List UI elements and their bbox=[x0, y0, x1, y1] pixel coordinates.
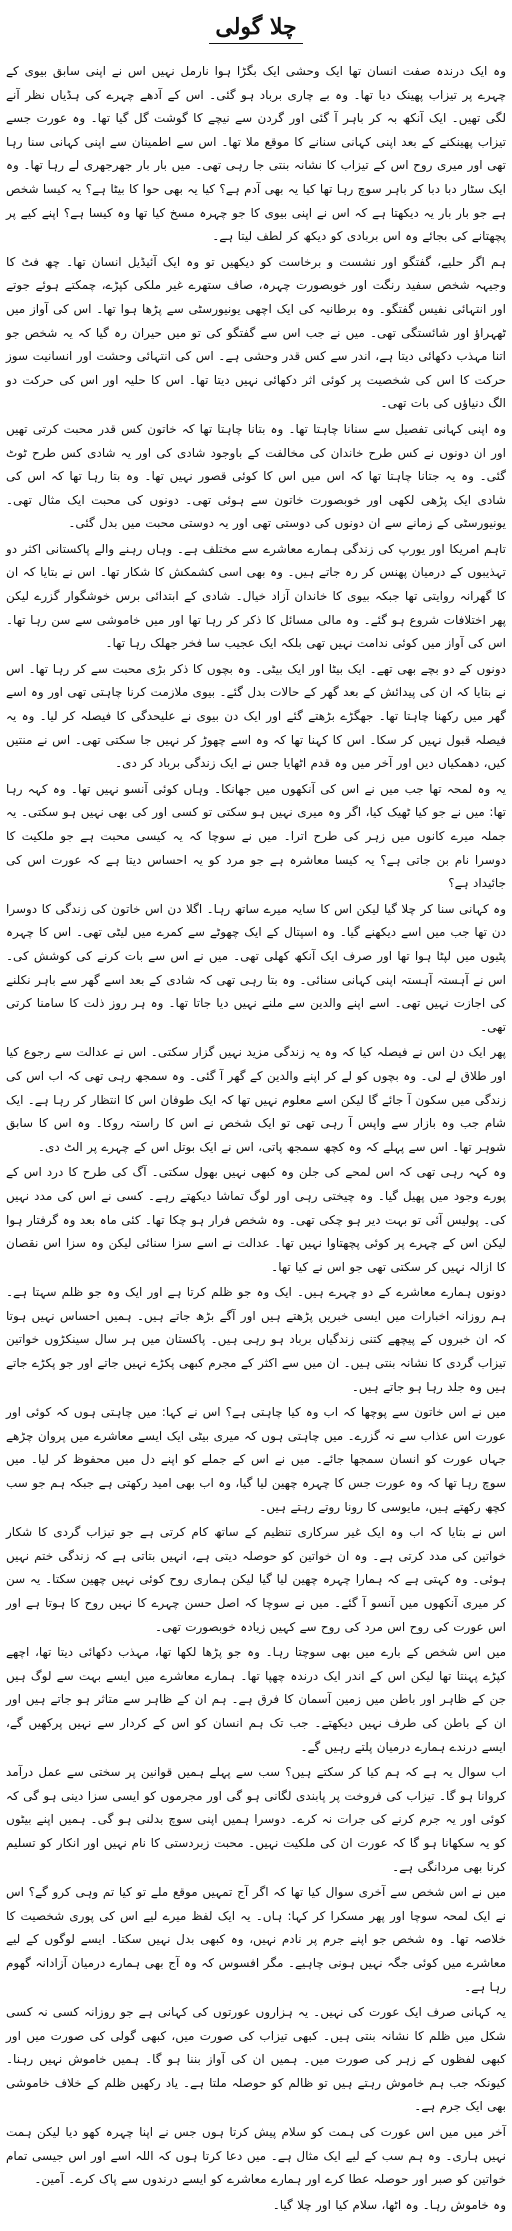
article-paragraph: یہ کہانی صرف ایک عورت کی نہیں۔ یہ ہزاروں عورتوں کی کہانی ہے جو روزانہ کسی نہ کسی شکل میں ظلم کا نشانہ بنتی ہیں۔ کبھی تیزاب کی صورت میں، کبھی گولی کی صورت میں اور کبھی لفظوں کے زہر کی صورت میں۔ ہمیں ان کی آواز بننا ہو گا۔ ہمیں خاموش نہیں رہنا۔ کیونکہ جب ہم خاموش رہتے ہیں تو ظالم کو حوصلہ ملتا ہے۔ یاد رکھیں ظلم کے خلاف خاموشی بھی ایک جرم ہے۔ bbox=[6, 2005, 506, 2114]
column-title: چلا گولی bbox=[209, 14, 302, 44]
article-paragraph: تاہم امریکا اور یورپ کی زندگی ہمارے معاشرے سے مختلف ہے۔ وہاں رہنے والے پاکستانی اکثر دو تہذیبوں کے درمیان پھنس کر رہ جاتے ہیں۔ وہ بھی اسی کشمکش کا شکار تھا۔ اس نے بتایا کہ ان کا گھرانہ روایتی تھا جبکہ بیوی کا خاندان آزاد خیال۔ شادی کے ابتدائی برس خوشگوار گزرے لیکن پھر اختلافات شروع ہو گئے۔ وہ مالی مسائل کا ذکر کر رہا تھا اور میں خاموشی سے سن رہا تھا۔ اس کی آواز میں کوئی ندامت نہیں تھی بلکہ ایک عجیب سا فخر جھلک رہا تھا۔ bbox=[6, 541, 506, 651]
article-paragraph: وہ کہانی سنا کر چلا گیا لیکن اس کا سایہ میرے ساتھ رہا۔ اگلا دن اس خاتون کی زندگی کا دوسرا دن تھا جب میں اسے دیکھنے گیا۔ وہ اسپتال کے ایک چھوٹے سے کمرے میں لیٹی تھی۔ اس کا چہرہ پٹیوں میں لپٹا ہوا تھا اور صرف ایک آنکھ کھلی تھی۔ میں نے اس سے بات کرنے کی کوشش کی۔ اس نے آہستہ آہستہ اپنی کہانی سنائی۔ وہ بتا رہی تھی کہ شادی کے بعد اسے گھر سے باہر نکلنے کی اجازت نہیں تھی۔ اسے اپنے والدین سے ملنے نہیں دیا جاتا تھا۔ وہ ہر روز ذلت کا سامنا کرتی تھی۔ bbox=[6, 901, 506, 1034]
article-paragraph: دونوں کے دو بچے بھی تھے۔ ایک بیٹا اور ایک بیٹی۔ وہ بچوں کا ذکر بڑی محبت سے کر رہا تھا۔ اس نے بتایا کہ ان کی پیدائش کے بعد گھر کے حالات بدل گئے۔ بیوی ملازمت کرنا چاہتی تھی اور وہ اسے گھر میں رکھنا چاہتا تھا۔ جھگڑے بڑھتے گئے اور ایک دن بیوی نے علیحدگی کا فیصلہ کر لیا۔ وہ یہ فیصلہ قبول نہیں کر سکا۔ اس کا کہنا تھا کہ وہ اسے چھوڑ کر نہیں جا سکتی تھی۔ اس نے منتیں کیں، دھمکیاں دیں اور آخر میں وہ قدم اٹھایا جس نے ایک زندگی برباد کر دی۔ bbox=[6, 661, 506, 771]
article-paragraph: یہ وہ لمحہ تھا جب میں نے اس کی آنکھوں میں جھانکا۔ وہاں کوئی آنسو نہیں تھا۔ وہ کہہ رہا تھا: میں نے جو کیا ٹھیک کیا، اگر وہ میری نہیں ہو سکتی تو کسی اور کی بھی نہیں ہو سکتی۔ یہ جملہ میرے کانوں میں زہر کی طرح اترا۔ میں نے سوچا کہ یہ کیسی محبت ہے جو ملکیت کا دوسرا نام بن جاتی ہے؟ یہ کیسا معاشرہ ہے جو مرد کو یہ احساس دیتا ہے کہ عورت اس کی جائیداد ہے؟ bbox=[6, 781, 506, 891]
article-paragraph: ہم اگر حلیے، گفتگو اور نشست و برخاست کو دیکھیں تو وہ ایک آئیڈیل انسان تھا۔ چھ فٹ کا وجیہہ شخص سفید رنگت اور خوبصورت چہرہ، صاف ستھرے غیر ملکی کپڑے، چمکتے ہوئے جوتے اور انتہائی نفیس گفتگو۔ وہ برطانیہ کی ایک اچھی یونیورسٹی سے پڑھا ہوا تھا۔ اس کی آواز میں ٹھہراؤ اور شائستگی تھی۔ میں نے جب اس سے گفتگو کی تو میں حیران رہ گیا کہ یہ شخص جو اتنا مہذب دکھائی دیتا ہے، اندر سے کس قدر وحشی ہے۔ اس کی انتہائی وحشت اور انسانیت سوز حرکت کا اس کی شخصیت پر کوئی اثر دکھائی نہیں دیتا تھا۔ اس کا حلیہ اور اس کی حرکت دو الگ دنیاؤں کی بات تھی۔ bbox=[6, 254, 506, 411]
article-body bbox=[6, 60, 506, 2217]
article-paragraph: وہ اپنی کہانی تفصیل سے سنانا چاہتا تھا۔ وہ بتانا چاہتا تھا کہ خاتون کس قدر محبت کرتی تھیں اور ان دونوں نے کس طرح خاندان کی مخالفت کے باوجود شادی کی اور یہ شادی کس طرح ٹوٹ گئی۔ وہ یہ جتانا چاہتا تھا کہ اس میں اس کا کوئی قصور نہیں تھا۔ وہ بتا رہا تھا کہ اس کی شادی ایک پڑھی لکھی اور خوبصورت خاتون سے ہوئی تھی۔ دونوں کی محبت ایک مثال تھی۔ یونیورسٹی کے زمانے سے ان دونوں کی دوستی تھی اور یہ دوستی محبت میں بدل گئی۔ bbox=[6, 421, 506, 531]
article-paragraph: وہ ایک درندہ صفت انسان تھا ایک وحشی ایک بگڑا ہوا نارمل نہیں اس نے اپنی سابق بیوی کے چہرے پر تیزاب پھینک دیا تھا۔ وہ بے چاری برباد ہو گئی۔ اس کے آدھے چہرے کی ہڈیاں نظر آنے لگی تھیں۔ ایک آنکھ بہ کر باہر آ گئی اور گردن سے نیچے کا گوشت گل گیا تھا۔ وہ عورت جسے تیزاب پھینکنے کے بعد اپنی کہانی سنانے کا موقع ملا تھا۔ اس سے اطمینان سے اپنی کہانی سنا رہا تھی اور میری روح اس کے تیزاب کا نشانہ بنتی جا رہی تھی۔ میں بار بار جھرجھری لے رہا تھا۔ وہ ایک سٹار دبا دبا کر باہر سوچ رہا تھا کیا یہ بھی آدم ہے؟ کیا یہ بھی حوا کا بیٹا ہے؟ یہ کیسا شخص ہے جو بار بار یہ دیکھتا ہے کہ اس نے اپنی بیوی کا جو چہرہ مسخ کیا تھا وہ کیسا ہے؟ اپنے کیے پر پچھتانے کی بجائے وہ اس بربادی کو دیکھ کر لطف لیتا ہے۔ bbox=[6, 64, 506, 244]
article-paragraph: وہ کہہ رہی تھی کہ اس لمحے کی جلن وہ کبھی نہیں بھول سکتی۔ آگ کی طرح کا درد اس کے پورے وجود میں پھیل گیا۔ وہ چیختی رہی اور لوگ تماشا دیکھتے رہے۔ کسی نے اس کی مدد نہیں کی۔ پولیس آئی تو بہت دیر ہو چکی تھی۔ وہ شخص فرار ہو چکا تھا۔ کئی ماہ بعد وہ گرفتار ہوا لیکن اس کے چہرے پر کوئی پچھتاوا نہیں تھا۔ عدالت نے اسے سزا سنائی لیکن وہ سزا اس نقصان کا ازالہ نہیں کر سکتی تھی جو اس نے کیا تھا۔ bbox=[6, 1165, 506, 1274]
article-paragraph: میں نے اس شخص سے آخری سوال کیا تھا کہ اگر آج تمہیں موقع ملے تو کیا تم وہی کرو گے؟ اس نے ایک لمحہ سوچا اور پھر مسکرا کر کہا: ہاں۔ یہ ایک لفظ میرے لیے اس کی پوری شخصیت کا خلاصہ تھا۔ وہ شخص جو اپنے جرم پر نادم نہیں، وہ کبھی بدل نہیں سکتا۔ ایسے لوگوں کے لیے معاشرے میں کوئی جگہ نہیں ہونی چاہیے۔ مگر افسوس کہ وہ آج بھی ہمارے درمیان آزادانہ گھوم رہا ہے۔ bbox=[6, 1885, 506, 1994]
article-paragraph: اس نے بتایا کہ اب وہ ایک غیر سرکاری تنظیم کے ساتھ کام کرتی ہے جو تیزاب گردی کا شکار خواتین کی مدد کرتی ہے۔ وہ ان خواتین کو حوصلہ دیتی ہے، انہیں بتاتی ہے کہ زندگی ختم نہیں ہوئی۔ وہ کہتی ہے کہ ہمارا چہرہ چھین لیا گیا لیکن ہماری روح کوئی نہیں چھین سکتا۔ یہ سن کر میری آنکھوں میں آنسو آ گئے۔ میں نے سوچا کہ اصل حسن چہرے کا نہیں روح کا ہوتا ہے اور اس عورت کی روح اس مرد کی روح سے کہیں زیادہ خوبصورت تھی۔ bbox=[6, 1525, 506, 1634]
closing-line: وہ خاموش رہا۔ وہ اٹھا، سلام کیا اور چلا گیا۔ bbox=[272, 2197, 506, 2212]
title-area bbox=[6, 6, 506, 52]
article-paragraph: میں اس شخص کے بارے میں بھی سوچتا رہا۔ وہ جو پڑھا لکھا تھا، مہذب دکھائی دیتا تھا، اچھے کپڑے پہنتا تھا لیکن اس کے اندر ایک درندہ چھپا تھا۔ ہمارے معاشرے میں ایسے بہت سے لوگ ہیں جن کے ظاہر اور باطن میں زمین آسمان کا فرق ہے۔ ہم ان کے ظاہر سے متاثر ہو جاتے ہیں اور ان کے باطن کی طرف نہیں دیکھتے۔ جب تک ہم انسان کو اس کے کردار سے نہیں پرکھیں گے، ایسے درندے ہمارے درمیان پلتے رہیں گے۔ bbox=[6, 1645, 506, 1754]
article-paragraph: میں نے اس خاتون سے پوچھا کہ اب وہ کیا چاہتی ہے؟ اس نے کہا: میں چاہتی ہوں کہ کوئی اور عورت اس عذاب سے نہ گزرے۔ میں چاہتی ہوں کہ میری بیٹی ایک ایسے معاشرے میں پروان چڑھے جہاں عورت کو انسان سمجھا جائے۔ میں نے اس کے جملے کو اپنے دل میں محفوظ کر لیا۔ میں سوچ رہا تھا کہ وہ عورت جس کا چہرہ چھین لیا گیا، وہ اب بھی امید رکھتی ہے جبکہ ہم جو سب کچھ رکھتے ہیں، مایوسی کا رونا روتے رہتے ہیں۔ bbox=[6, 1405, 506, 1514]
article-paragraph: اب سوال یہ ہے کہ ہم کیا کر سکتے ہیں؟ سب سے پہلے ہمیں قوانین پر سختی سے عمل درآمد کروانا ہو گا۔ تیزاب کی فروخت پر پابندی لگانی ہو گی اور مجرموں کو ایسی سزا دینی ہو گی کہ کوئی اور یہ جرم کرنے کی جرات نہ کرے۔ دوسرا ہمیں اپنی سوچ بدلنی ہو گی۔ ہمیں اپنے بیٹوں کو یہ سکھانا ہو گا کہ عورت ان کی ملکیت نہیں۔ محبت زبردستی کا نام نہیں اور انکار کو تسلیم کرنا بھی مردانگی ہے۔ bbox=[6, 1765, 506, 1874]
article-paragraph: آخر میں میں اس عورت کی ہمت کو سلام پیش کرتا ہوں جس نے اپنا چہرہ کھو دیا لیکن ہمت نہیں ہاری۔ وہ ہم سب کے لیے ایک مثال ہے۔ میں دعا کرتا ہوں کہ اللہ اسے اور اس جیسی تمام خواتین کو صبر اور حوصلہ عطا کرے اور ہمارے معاشرے کو ایسے درندوں سے پاک کرے۔ آمین۔ bbox=[6, 2125, 506, 2187]
article-paragraph: پھر ایک دن اس نے فیصلہ کیا کہ وہ یہ زندگی مزید نہیں گزار سکتی۔ اس نے عدالت سے رجوع کیا اور طلاق لے لی۔ وہ بچوں کو لے کر اپنے والدین کے گھر آ گئی۔ وہ سمجھ رہی تھی کہ اب اس کی زندگی میں سکون آ جائے گا لیکن اسے معلوم نہیں تھا کہ ایک طوفان اس کا انتظار کر رہا ہے۔ ایک شام جب وہ بازار سے واپس آ رہی تھی تو ایک شخص نے اس کا راستہ روکا۔ وہ اس کا سابق شوہر تھا۔ اس سے پہلے کہ وہ کچھ سمجھ پاتی، اس نے ایک بوتل اس کے چہرے پر الٹ دی۔ bbox=[6, 1045, 506, 1154]
article-paragraph: دونوں ہمارے معاشرے کے دو چہرے ہیں۔ ایک وہ جو ظلم کرتا ہے اور ایک وہ جو ظلم سہتا ہے۔ ہم روزانہ اخبارات میں ایسی خبریں پڑھتے ہیں اور آگے بڑھ جاتے ہیں۔ ہمیں احساس نہیں ہوتا کہ ان خبروں کے پیچھے کتنی زندگیاں برباد ہو رہی ہیں۔ پاکستان میں ہر سال سینکڑوں خواتین تیزاب گردی کا نشانہ بنتی ہیں۔ ان میں سے اکثر کے مجرم کبھی پکڑے نہیں جاتے اور جو پکڑے جاتے ہیں وہ جلد رہا ہو جاتے ہیں۔ bbox=[6, 1285, 506, 1394]
